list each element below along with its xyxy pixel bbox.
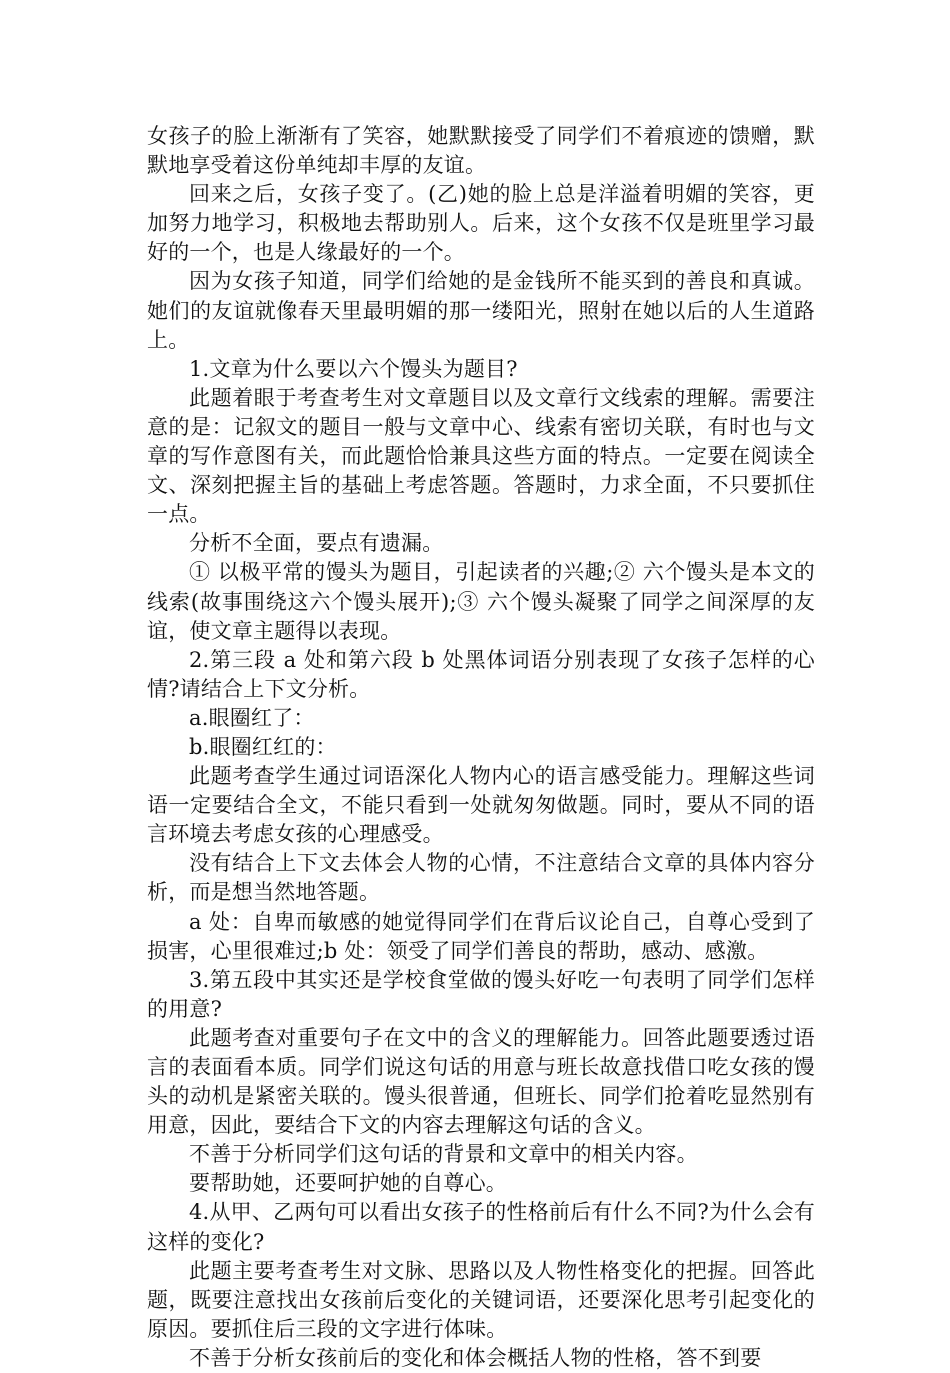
mistake-paragraph: 没有结合上下文去体会人物的心情，不注意结合文章的具体内容分析，而是想当然地答题。: [147, 851, 815, 905]
answer-paragraph: ① 以极平常的馒头为题目，引起读者的兴趣;② 六个馒头是本文的线索(故事围绕这六个馒头展开);③ 六个馒头凝聚了同学之间深厚的友谊，使文章主题得以表现。: [147, 560, 815, 643]
analysis-paragraph: 此题主要考查考生对文脉、思路以及人物性格变化的把握。回答此题，既要注意找出女孩前后变化的关键词语，还要深化思考引起变化的原因。要抓住后三段的文字进行体味。: [147, 1258, 815, 1341]
answer-paragraph: a 处：自卑而敏感的她觉得同学们在背后议论自己，自尊心受到了损害，心里很难过;b 处：领受了同学们善良的帮助，感动、感激。: [147, 909, 815, 963]
document-page: [147, 122, 815, 1373]
mistake-paragraph: 不善于分析女孩前后的变化和体会概括人物的性格，答不到要: [189, 1345, 762, 1370]
question-heading: 1.文章为什么要以六个馒头为题目?: [189, 356, 518, 381]
question-heading: 3.第五段中其实还是学校食堂做的馒头好吃一句表明了同学们怎样的用意?: [147, 967, 815, 1021]
analysis-paragraph: 此题考查对重要句子在文中的含义的理解能力。回答此题要透过语言的表面看本质。同学们说这句话的用意与班长故意找借口吃女孩的馒头的动机是紧密关联的。馒头很普通，但班长、同学们抢着吃显然别有用意，因此，要结合下文的内容去理解这句话的含义。: [147, 1025, 815, 1138]
paragraph: 回来之后，女孩子变了。(乙)她的脸上总是洋溢着明媚的笑容，更加努力地学习，积极地去帮助别人。后来，这个女孩不仅是班里学习最好的一个，也是人缘最好的一个。: [147, 182, 815, 265]
mistake-paragraph: 不善于分析同学们这句话的背景和文章中的相关内容。: [189, 1142, 698, 1167]
question-heading: 4.从甲、乙两句可以看出女孩子的性格前后有什么不同?为什么会有这样的变化?: [147, 1200, 815, 1254]
paragraph: 因为女孩子知道，同学们给她的是金钱所不能买到的善良和真诚。她们的友谊就像春天里最明媚的那一缕阳光，照射在她以后的人生道路上。: [147, 269, 815, 352]
mistake-paragraph: 分析不全面，要点有遗漏。: [189, 531, 444, 556]
answer-paragraph: 要帮助她，还要呵护她的自尊心。: [189, 1171, 507, 1196]
sub-question: b.眼圈红红的：: [189, 734, 337, 759]
analysis-paragraph: 此题着眼于考查考生对文章题目以及文章行文线索的理解。需要注意的是：记叙文的题目一般与文章中心、线索有密切关联，有时也与文章的写作意图有关，而此题恰恰兼具这些方面的特点。一定要在阅读全文、深刻把握主旨的基础上考虑答题。答题时，力求全面，不只要抓住一点。: [147, 385, 815, 527]
analysis-paragraph: 此题考查学生通过词语深化人物内心的语言感受能力。理解这些词语一定要结合全文，不能只看到一处就匆匆做题。同时，要从不同的语言环境去考虑女孩的心理感受。: [147, 764, 815, 847]
sub-question: a.眼圈红了：: [189, 705, 315, 730]
paragraph: 女孩子的脸上渐渐有了笑容，她默默接受了同学们不着痕迹的馈赠，默默地享受着这份单纯却丰厚的友谊。: [147, 124, 815, 178]
question-heading: 2.第三段 a 处和第六段 b 处黑体词语分别表现了女孩子怎样的心情?请结合上下文分析。: [147, 647, 815, 701]
